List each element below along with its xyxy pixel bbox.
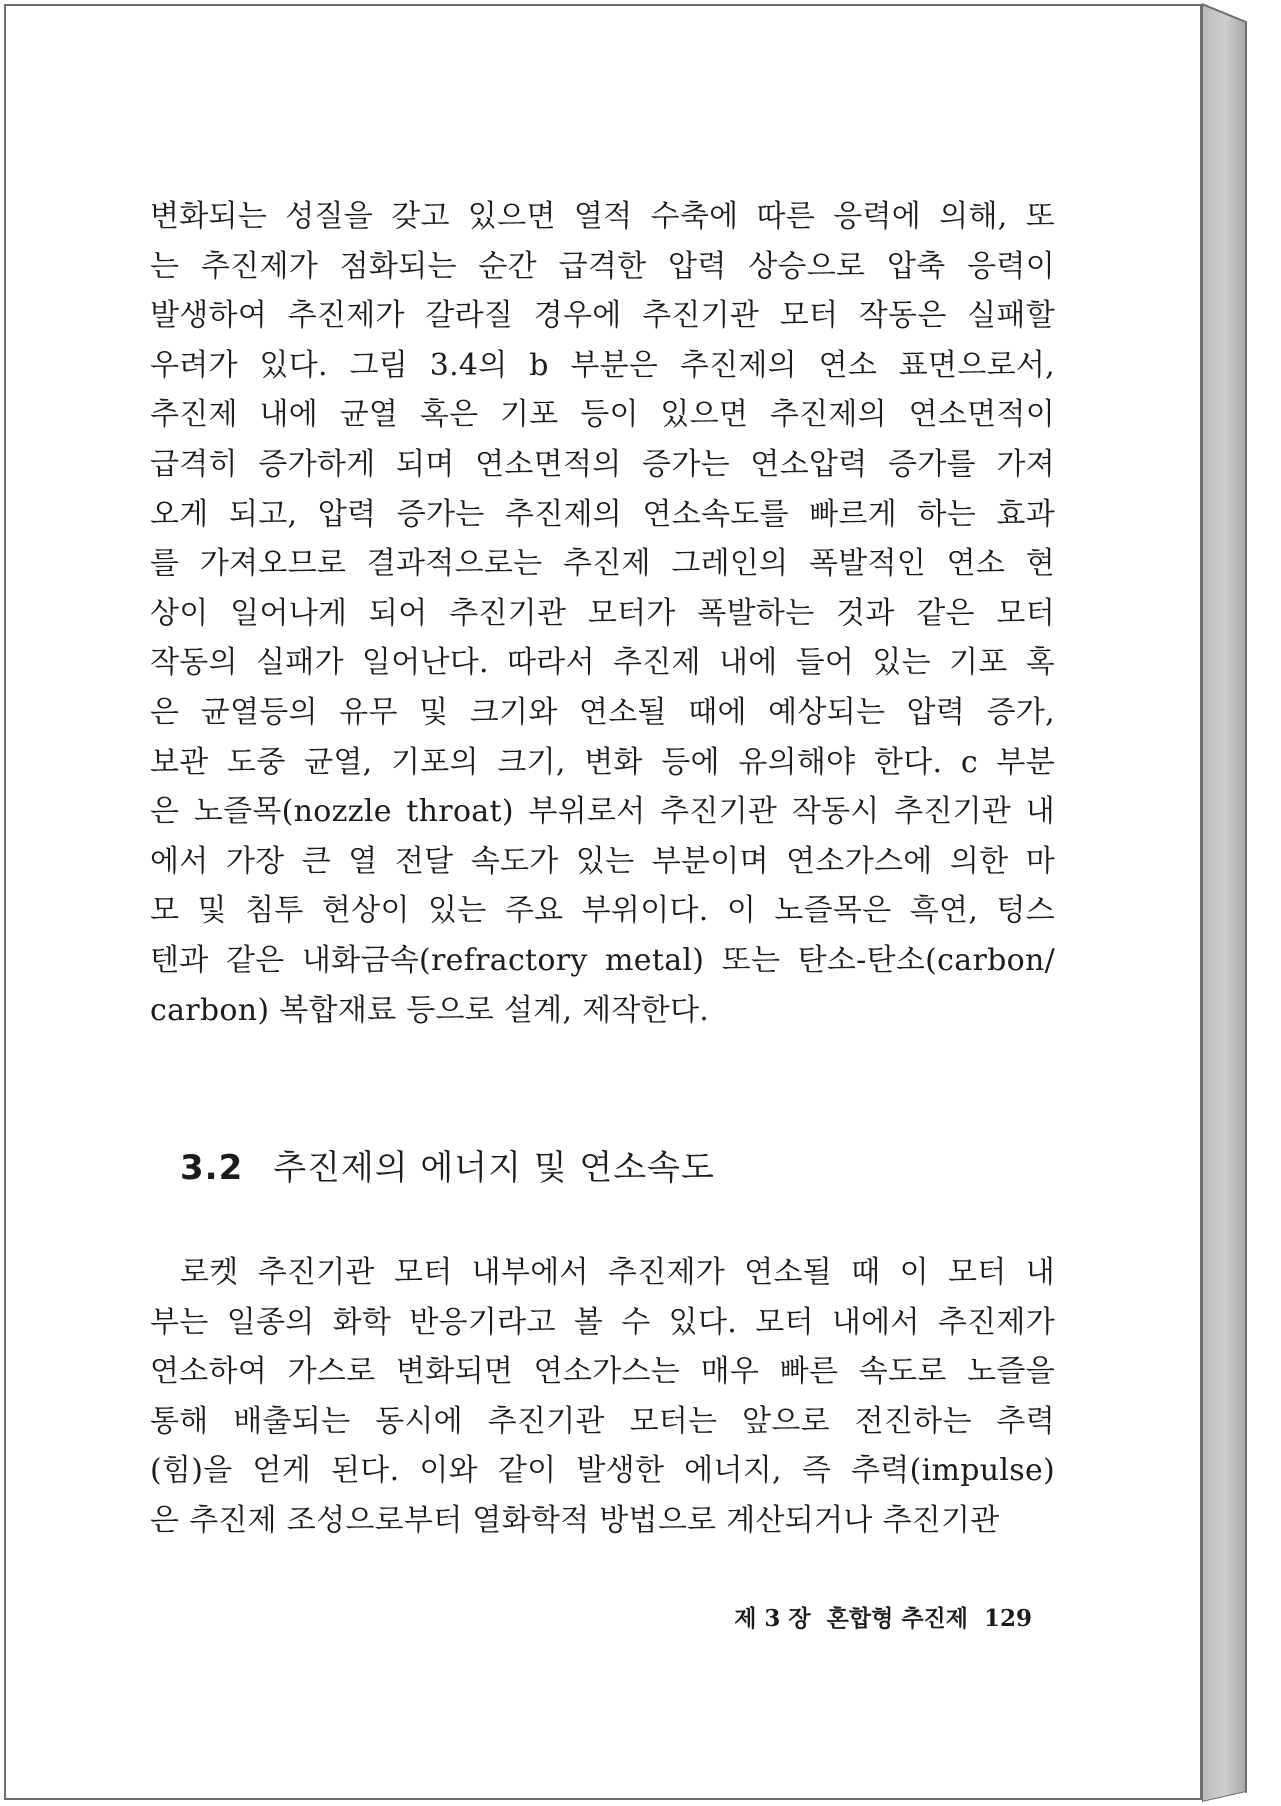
footer-chapter: 제 3 장 <box>734 1605 811 1632</box>
text-line: 에서 가장 큰 열 전달 속도가 있는 부분이며 연소가스에 의한 마 <box>150 843 1055 879</box>
text-line: (힘)을 얻게 된다. 이와 같이 발생한 에너지, 즉 추력(impulse) <box>150 1453 1055 1489</box>
page-number: 129 <box>983 1605 1032 1632</box>
paragraph-2 <box>150 1248 1055 1546</box>
page-edge-graphic <box>1202 0 1281 1806</box>
section-heading <box>180 1140 715 1189</box>
section-number: 3.2 <box>180 1148 244 1188</box>
text-line: 우려가 있다. 그림 3.4의 b 부분은 추진제의 연소 표면으로서, <box>150 347 1055 383</box>
paragraph-1 <box>150 192 1055 1035</box>
text-line: 로켓 추진기관 모터 내부에서 추진제가 연소될 때 이 모터 내 <box>180 1255 1055 1290</box>
text-line: carbon) 복합재료 등으로 설계, 제작한다. <box>150 992 710 1028</box>
text-line: 모 및 침투 현상이 있는 주요 부위이다. 이 노즐목은 흑연, 텅스 <box>150 893 1055 929</box>
text-line: 변화되는 성질을 갖고 있으면 열적 수축에 따른 응력에 의해, 또 <box>150 199 1055 234</box>
text-line: 작동의 실패가 일어난다. 따라서 추진제 내에 들어 있는 기포 혹 <box>150 645 1055 681</box>
page-edge-shading <box>1202 0 1281 1806</box>
text-line: 은 노즐목(nozzle throat) 부위로서 추진기관 작동시 추진기관 내 <box>150 794 1055 830</box>
page-footer <box>700 1600 1032 1633</box>
text-line: 보관 도중 균열, 기포의 크기, 변화 등에 유의해야 한다. c 부분 <box>150 744 1055 780</box>
section-title: 추진제의 에너지 및 연소속도 <box>273 1148 715 1188</box>
text-line: 를 가져오므로 결과적으로는 추진제 그레인의 폭발적인 연소 현 <box>150 546 1055 582</box>
text-line: 급격히 증가하게 되며 연소면적의 증가는 연소압력 증가를 가져 <box>150 446 1055 482</box>
text-line: 발생하여 추진제가 갈라질 경우에 추진기관 모터 작동은 실패할 <box>150 298 1055 334</box>
text-line: 은 균열등의 유무 및 크기와 연소될 때에 예상되는 압력 증가, <box>150 694 1055 730</box>
body-text-block-2 <box>150 1248 1055 1546</box>
text-line: 는 추진제가 점화되는 순간 급격한 압력 상승으로 압축 응력이 <box>150 248 1055 284</box>
text-line: 상이 일어나게 되어 추진기관 모터가 폭발하는 것과 같은 모터 <box>150 595 1055 631</box>
text-line: 오게 되고, 압력 증가는 추진제의 연소속도를 빠르게 하는 효과 <box>150 496 1055 532</box>
text-line: 추진제 내에 균열 혹은 기포 등이 있으면 추진제의 연소면적이 <box>150 397 1055 433</box>
text-line: 텐과 같은 내화금속(refractory metal) 또는 탄소-탄소(carbon/ <box>150 942 1055 978</box>
body-text-block <box>150 192 1055 1035</box>
text-line: 통해 배출되는 동시에 추진기관 모터는 앞으로 전진하는 추력 <box>150 1403 1055 1439</box>
text-line: 부는 일종의 화학 반응기라고 볼 수 있다. 모터 내에서 추진제가 <box>150 1304 1055 1340</box>
footer-chapter-title: 혼합형 추진제 <box>826 1605 968 1632</box>
text-line: 연소하여 가스로 변화되면 연소가스는 매우 빠른 속도로 노즐을 <box>150 1354 1055 1390</box>
text-line: 은 추진제 조성으로부터 열화학적 방법으로 계산되거나 추진기관 <box>150 1502 1000 1538</box>
